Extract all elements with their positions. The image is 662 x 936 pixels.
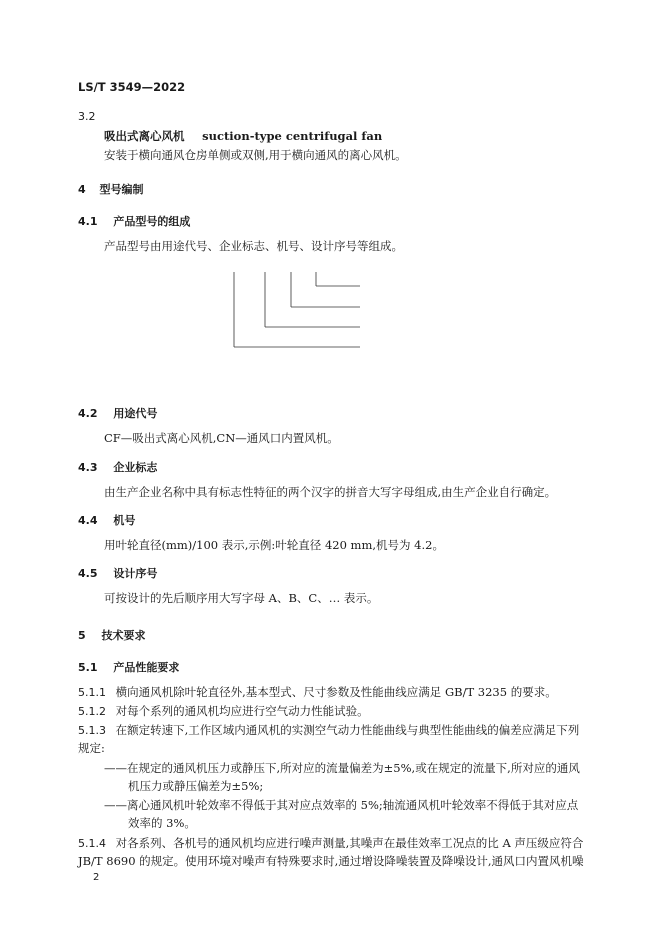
section-4-2-heading — [78, 405, 157, 421]
list-item-1-line1: ——在规定的通风机压力或静压下,所对应的流量偏差为±5%,或在规定的流量下,所对应的通风 — [104, 761, 580, 775]
clause-5-1-4-line2: JB/T 8690 的规定。使用环境对噪声有特殊要求时,通过增设降噪装置及降噪设计,通风口内置风机噪 — [78, 854, 584, 868]
clause-number: 5.1.1 — [78, 686, 106, 699]
list-item-2-line2: 效率的 3%。 — [128, 816, 196, 830]
section-title: 设计序号 — [113, 567, 158, 580]
section-number: 4.4 — [78, 514, 98, 527]
section-5-heading — [78, 627, 146, 643]
clause-text: 横向通风机除叶轮直径外,基本型式、尺寸参数及性能曲线应满足 GB/T 3235 的要求。 — [115, 685, 557, 699]
term-english: suction-type centrifugal fan — [202, 129, 383, 143]
section-number: 4.2 — [78, 407, 98, 420]
clause-5-1-3-line2: 规定: — [78, 741, 105, 755]
term-chinese: 吸出式离心风机 — [104, 129, 185, 143]
section-number: 5.1 — [78, 661, 98, 674]
clause-text: 对每个系列的通风机均应进行空气动力性能试验。 — [115, 704, 369, 718]
section-4-5-heading — [78, 565, 157, 581]
section-4-3-heading — [78, 459, 157, 475]
section-4-4-text: 用叶轮直径(mm)/100 表示,示例:叶轮直径 420 mm,机号为 4.2。 — [104, 538, 444, 552]
section-4-1-text: 产品型号由用途代号、企业标志、机号、设计序号等组成。 — [104, 239, 403, 253]
model-composition-diagram — [220, 254, 470, 360]
section-number: 4.1 — [78, 215, 98, 228]
standard-code: LS/T 3549—2022 — [78, 80, 186, 94]
clause-number: 5.1.4 — [78, 837, 106, 850]
clause-text-line1: 对各系列、各机号的通风机均应进行噪声测量,其噪声在最佳效率工况点的比 A 声压级应符合 — [115, 836, 584, 850]
page-number: 2 — [93, 872, 100, 883]
term-3-2 — [104, 128, 382, 144]
section-4-1-heading — [78, 213, 190, 229]
section-number: 4 — [78, 183, 86, 196]
clause-5-1-2 — [78, 703, 369, 719]
section-4-heading — [78, 181, 144, 197]
definition-3-2: 安装于横向通风仓房单侧或双侧,用于横向通风的离心风机。 — [104, 148, 407, 162]
section-4-3-text: 由生产企业名称中具有标志性特征的两个汉字的拼音大写字母组成,由生产企业自行确定。 — [104, 485, 557, 499]
section-4-2-text: CF—吸出式离心风机,CN—通风口内置风机。 — [104, 431, 339, 445]
section-title: 型号编制 — [99, 183, 144, 196]
section-number: 5 — [78, 629, 86, 642]
section-title: 用途代号 — [113, 407, 158, 420]
section-4-4-heading — [78, 512, 135, 528]
section-5-1-heading — [78, 659, 179, 675]
list-item-2-line1: ——离心通风机叶轮效率不得低于其对应点效率的 5%;轴流通风机叶轮效率不得低于其对应点 — [104, 798, 579, 812]
clause-5-1-3 — [78, 722, 579, 738]
clause-number: 5.1.3 — [78, 724, 106, 737]
section-title: 企业标志 — [113, 461, 158, 474]
section-number: 4.3 — [78, 461, 98, 474]
section-title: 技术要求 — [101, 629, 146, 642]
clause-number: 5.1.2 — [78, 705, 106, 718]
section-number: 4.5 — [78, 567, 98, 580]
clause-text-line1: 在额定转速下,工作区域内通风机的实测空气动力性能曲线与典型性能曲线的偏差应满足下列 — [115, 723, 580, 737]
clause-5-1-1 — [78, 684, 557, 700]
section-number-3-2: 3.2 — [78, 110, 96, 123]
section-title: 产品型号的组成 — [113, 215, 191, 228]
list-item-1-line2: 机压力或静压偏差为±5%; — [128, 779, 264, 793]
clause-5-1-4 — [78, 835, 583, 851]
section-title: 产品性能要求 — [113, 661, 180, 674]
section-title: 机号 — [113, 514, 136, 527]
section-4-5-text: 可按设计的先后顺序用大写字母 A、B、C、… 表示。 — [104, 591, 379, 605]
